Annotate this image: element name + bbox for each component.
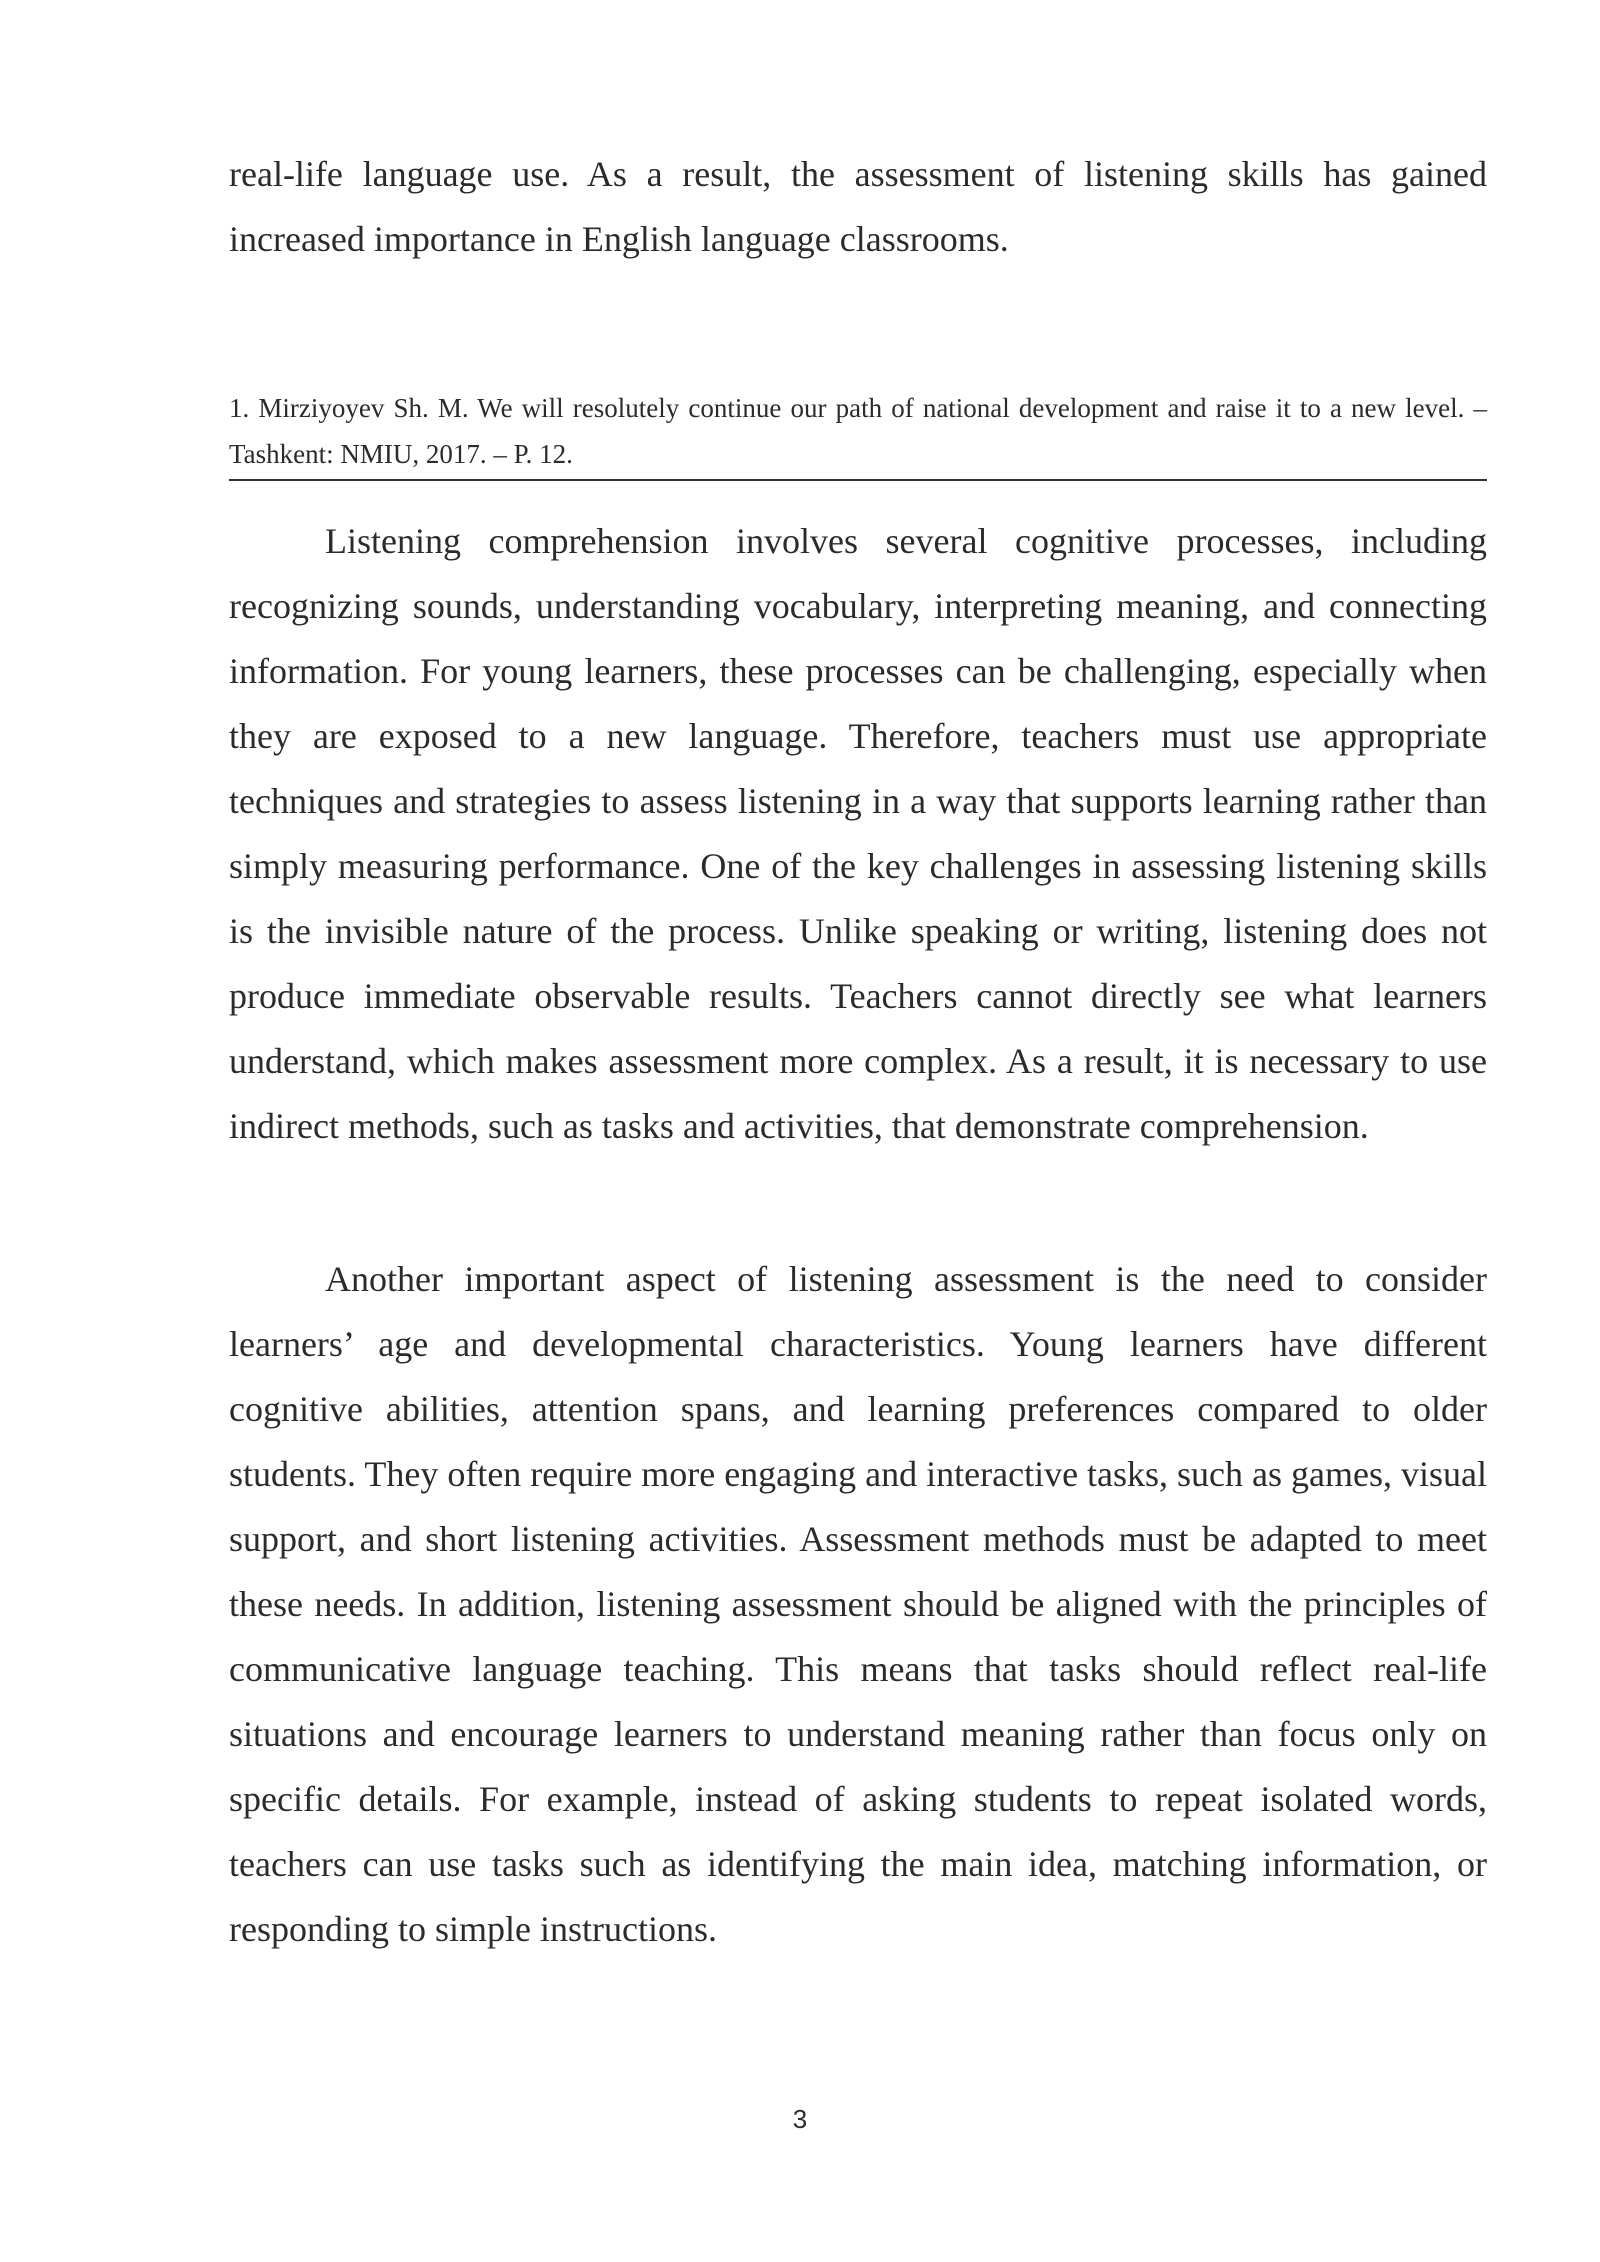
body-paragraph: Another important aspect of listening assessment is the need to consider learners’ age and developmental characteristics. Young learners have different cognitive abilities, attention spans, and learning preferences compared to older students. They often require more engaging and interactive tasks, such as games, visual support, and short listening activities. Assessment methods must be adapted to meet these needs. In addition, listening assessment should be aligned with the principles of communicative language teaching. This means that tasks should reflect real-life situations and encourage learners to understand meaning rather than focus only on specific details. For example, instead of asking students to repeat isolated words, teachers can use tasks such as identifying the main idea, matching information, or responding to simple instructions.: [229, 1259, 1487, 1949]
paragraph-block-1: [229, 509, 1487, 1159]
body-paragraph: Listening comprehension involves several cognitive processes, including recognizing sounds, understanding vocabulary, interpreting meaning, and connecting information. For young learners, these processes can be challenging, especially when they are exposed to a new language. Therefore, teachers must use appropriate techniques and strategies to assess listening in a way that supports learning rather than simply measuring performance. One of the key challenges in assessing listening skills is the invisible nature of the process. Unlike speaking or writing, listening does not produce immediate observable results. Teachers cannot directly see what learners understand, which makes assessment more complex. As a result, it is necessary to use indirect methods, such as tasks and activities, that demonstrate comprehension.: [229, 521, 1487, 1146]
footnote: [229, 385, 1487, 481]
continuation-block: [229, 142, 1487, 272]
continuation-text: real-life language use. As a result, the assessment of listening skills has gained increased importance in English language classrooms.: [229, 154, 1487, 259]
paragraph-block-2: [229, 1247, 1487, 1962]
footnote-text: 1. Mirziyoyev Sh. M. We will resolutely continue our path of national development and raise it to a new level. – Tashkent: NMIU, 2017. – P. 12.: [229, 393, 1487, 469]
page-number: 3: [792, 2104, 808, 2134]
